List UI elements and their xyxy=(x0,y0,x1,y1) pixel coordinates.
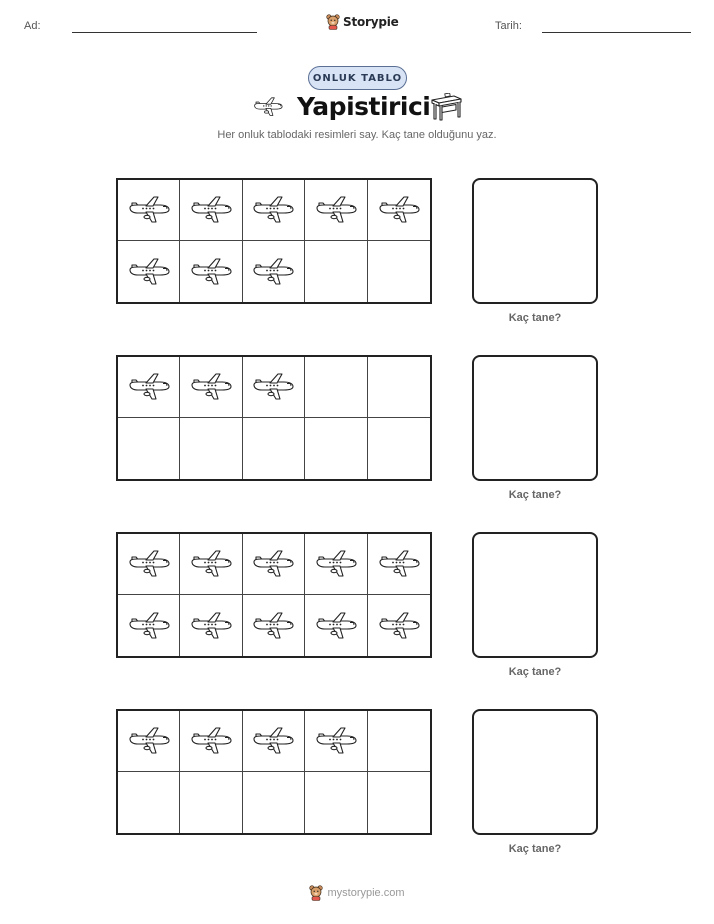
airplane-icon xyxy=(313,724,359,758)
instructions: Her onluk tablodaki resimleri say. Kaç tane olduğunu yaz. xyxy=(217,129,497,141)
airplane-icon xyxy=(376,193,422,227)
airplane-icon xyxy=(250,547,296,581)
airplane-icon xyxy=(188,547,234,581)
frame-cell xyxy=(305,711,367,772)
airplane-icon xyxy=(188,370,234,404)
frame-cell xyxy=(305,180,367,241)
frame-cell xyxy=(180,711,242,772)
frame-cell xyxy=(305,241,367,302)
frame-cell xyxy=(180,357,242,418)
airplane-icon xyxy=(376,609,422,643)
airplane-icon xyxy=(250,609,296,643)
footer xyxy=(0,885,714,901)
airplane-icon xyxy=(250,370,296,404)
frame-cell xyxy=(243,357,305,418)
airplane-icon xyxy=(313,609,359,643)
worksheet-type-badge: ONLUK TABLO xyxy=(308,66,407,90)
frame-cell xyxy=(305,595,367,656)
airplane-icon xyxy=(126,547,172,581)
ten-frame-3 xyxy=(116,532,432,658)
footer-url: mystorypie.com xyxy=(327,887,405,899)
page-title: Yapistirici xyxy=(297,92,431,121)
frame-cell xyxy=(118,241,180,302)
frame-cell xyxy=(180,595,242,656)
airplane-icon xyxy=(126,724,172,758)
answer-label-1: Kaç tane? xyxy=(508,312,562,324)
bear-logo-icon xyxy=(309,885,323,901)
frame-cell xyxy=(180,180,242,241)
answer-label-2: Kaç tane? xyxy=(508,489,562,501)
airplane-icon xyxy=(250,724,296,758)
answer-box-4[interactable] xyxy=(472,709,598,835)
answer-label-4: Kaç tane? xyxy=(508,843,562,855)
ten-frame-1 xyxy=(116,178,432,304)
airplane-icon xyxy=(188,724,234,758)
frame-cell xyxy=(180,772,242,833)
airplane-icon xyxy=(313,193,359,227)
date-label: Tarih: xyxy=(495,20,522,32)
airplane-icon xyxy=(126,609,172,643)
airplane-icon xyxy=(250,255,296,289)
airplane-icon xyxy=(188,255,234,289)
date-line[interactable] xyxy=(542,32,691,33)
name-line[interactable] xyxy=(72,32,257,33)
frame-cell xyxy=(243,180,305,241)
frame-cell xyxy=(243,772,305,833)
name-label: Ad: xyxy=(24,20,41,32)
frame-cell xyxy=(305,357,367,418)
frame-cell xyxy=(243,595,305,656)
answer-label-3: Kaç tane? xyxy=(508,666,562,678)
airplane-icon xyxy=(251,95,285,119)
frame-cell xyxy=(243,534,305,595)
airplane-icon xyxy=(126,255,172,289)
airplane-icon xyxy=(250,193,296,227)
frame-cell xyxy=(180,241,242,302)
frame-cell xyxy=(368,534,430,595)
frame-cell xyxy=(118,418,180,479)
frame-cell xyxy=(118,180,180,241)
airplane-icon xyxy=(376,547,422,581)
frame-cell xyxy=(305,772,367,833)
airplane-icon xyxy=(188,609,234,643)
frame-cell xyxy=(368,418,430,479)
logo-text: Storypie xyxy=(343,15,399,29)
airplane-icon xyxy=(188,193,234,227)
answer-box-1[interactable] xyxy=(472,178,598,304)
frame-cell xyxy=(368,711,430,772)
frame-cell xyxy=(368,357,430,418)
frame-cell xyxy=(243,418,305,479)
frame-cell xyxy=(368,595,430,656)
airplane-icon xyxy=(126,193,172,227)
storypie-logo xyxy=(326,14,399,30)
ten-frame-2 xyxy=(116,355,432,481)
answer-box-2[interactable] xyxy=(472,355,598,481)
frame-cell xyxy=(243,711,305,772)
frame-cell xyxy=(368,772,430,833)
frame-cell xyxy=(180,418,242,479)
airplane-icon xyxy=(313,547,359,581)
frame-cell xyxy=(243,241,305,302)
frame-cell xyxy=(118,534,180,595)
frame-cell xyxy=(180,534,242,595)
frame-cell xyxy=(118,595,180,656)
frame-cell xyxy=(305,534,367,595)
frame-cell xyxy=(368,241,430,302)
frame-cell xyxy=(118,357,180,418)
ten-frame-4 xyxy=(116,709,432,835)
frame-cell xyxy=(368,180,430,241)
frame-cell xyxy=(118,772,180,833)
answer-box-3[interactable] xyxy=(472,532,598,658)
desk-icon xyxy=(429,93,463,121)
frame-cell xyxy=(118,711,180,772)
bear-logo-icon xyxy=(326,14,340,30)
airplane-icon xyxy=(126,370,172,404)
frame-cell xyxy=(305,418,367,479)
title-row xyxy=(0,92,714,126)
